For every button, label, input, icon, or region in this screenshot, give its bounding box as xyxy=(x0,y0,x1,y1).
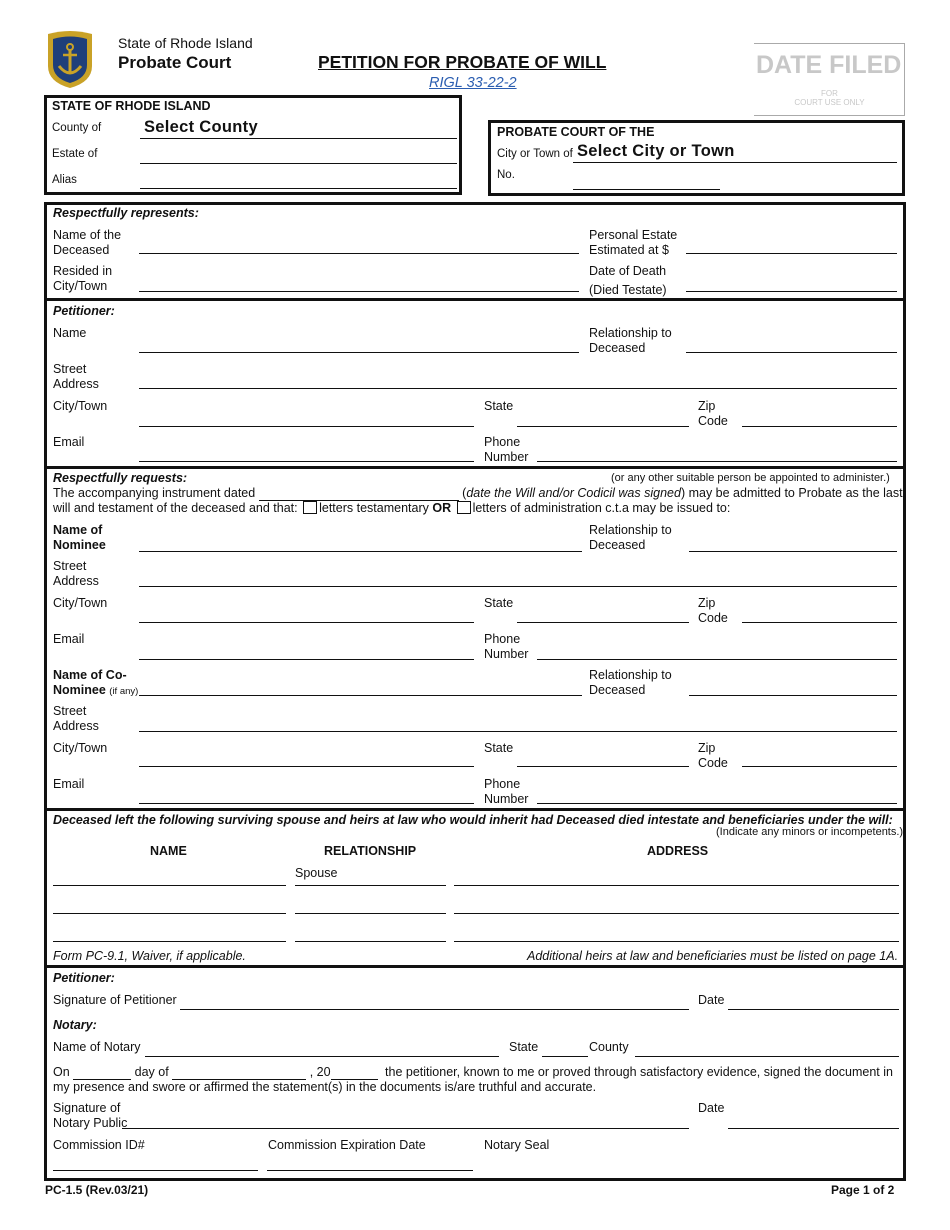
nominee-name-input[interactable] xyxy=(139,551,582,552)
heir-2-name-input[interactable] xyxy=(53,913,286,914)
commission-id-label: Commission ID# xyxy=(53,1138,145,1152)
conominee-street-label-1: Street xyxy=(53,704,87,718)
alias-input[interactable] xyxy=(140,188,457,189)
heir-2-address-input[interactable] xyxy=(454,913,899,914)
petitioner-city-input[interactable] xyxy=(139,426,474,427)
signature-petitioner-heading: Petitioner: xyxy=(53,971,115,985)
conominee-name-label-2: Nominee (if any) xyxy=(53,683,139,697)
county-select[interactable]: Select County xyxy=(144,118,258,136)
conominee-rel-input[interactable] xyxy=(689,695,897,696)
nominee-phone-label-1: Phone xyxy=(484,632,521,646)
personal-estate-input[interactable] xyxy=(686,253,897,254)
notary-county-input[interactable] xyxy=(635,1056,899,1057)
notary-seal-label: Notary Seal xyxy=(484,1138,550,1152)
petitioner-name-label: Name xyxy=(53,326,87,340)
notary-state-label: State xyxy=(509,1040,539,1054)
nominee-zip-input[interactable] xyxy=(742,622,897,623)
deceased-name-label-1: Name of the xyxy=(53,228,122,242)
conominee-rel-label-2: Deceased xyxy=(589,683,646,697)
heirs-col-address: ADDRESS xyxy=(647,844,709,858)
conominee-zip-label-2: Code xyxy=(698,756,728,770)
heir-3-name-input[interactable] xyxy=(53,941,286,942)
deceased-name-label-2: Deceased xyxy=(53,243,110,257)
notary-date-input[interactable] xyxy=(728,1128,899,1129)
heirs-col-relationship: RELATIONSHIP xyxy=(324,844,417,858)
conominee-email-label: Email xyxy=(53,777,85,791)
nominee-state-label: State xyxy=(484,596,514,610)
conominee-city-input[interactable] xyxy=(139,766,474,767)
probate-court-title: PROBATE COURT OF THE xyxy=(497,125,655,139)
petitioner-rel-label-1: Relationship to xyxy=(589,326,672,340)
commission-id-input[interactable] xyxy=(53,1170,258,1171)
estate-input[interactable] xyxy=(140,163,457,164)
conominee-rel-label-1: Relationship to xyxy=(589,668,672,682)
statute-link[interactable]: RIGL 33-22-2 xyxy=(429,75,517,91)
requests-heading: Respectfully requests: xyxy=(53,471,188,485)
conominee-phone-label-2: Number xyxy=(484,792,529,806)
petitioner-street-label-1: Street xyxy=(53,362,87,376)
conominee-city-label: City/Town xyxy=(53,741,108,755)
court-use-line-1: FOR xyxy=(821,89,838,98)
heir-1-name-input[interactable] xyxy=(53,885,286,886)
nominee-name-label-1: Name of xyxy=(53,523,103,537)
nominee-email-label: Email xyxy=(53,632,85,646)
resided-input[interactable] xyxy=(139,291,579,292)
nominee-state-input[interactable] xyxy=(517,622,689,623)
page-title: PETITION FOR PROBATE OF WILL xyxy=(318,52,607,72)
nominee-name-label-2: Nominee xyxy=(53,538,106,552)
petitioner-zip-label-2: Code xyxy=(698,414,728,428)
ack-month-input[interactable] xyxy=(172,1068,306,1080)
heirs-col-name: NAME xyxy=(150,844,187,858)
date-of-death-label-2: (Died Testate) xyxy=(589,283,667,297)
alias-label: Alias xyxy=(52,174,77,186)
requests-text-line-1: The accompanying instrument dated (date the Will and/or Codicil was signed) may be admitted to Probate as the last xyxy=(53,486,903,500)
nominee-rel-label-2: Deceased xyxy=(589,538,646,552)
city-town-label: City or Town of xyxy=(497,148,573,160)
nominee-phone-input[interactable] xyxy=(537,659,897,660)
state-box-title: STATE OF RHODE ISLAND xyxy=(52,99,211,113)
nominee-street-input[interactable] xyxy=(139,586,897,587)
additional-heirs-note: Additional heirs at law and beneficiaries must be listed on page 1A. xyxy=(527,949,899,963)
personal-estate-label-2: Estimated at $ xyxy=(589,243,669,257)
petitioner-date-label: Date xyxy=(698,993,725,1007)
requests-note: (or any other suitable person be appointed to administer.) xyxy=(611,472,890,484)
county-label: County of xyxy=(52,122,102,134)
nominee-email-input[interactable] xyxy=(139,659,474,660)
petitioner-street-input[interactable] xyxy=(139,388,897,389)
notary-heading: Notary: xyxy=(53,1018,97,1032)
date-of-death-label-1: Date of Death xyxy=(589,264,667,278)
petitioner-signature-input[interactable] xyxy=(180,1009,689,1010)
nominee-phone-label-2: Number xyxy=(484,647,529,661)
petitioner-state-input[interactable] xyxy=(517,426,689,427)
notary-signature-label-2: Notary Public xyxy=(53,1116,128,1130)
petitioner-rel-input[interactable] xyxy=(686,352,897,353)
personal-estate-label-1: Personal Estate xyxy=(589,228,678,242)
heir-3-address-input[interactable] xyxy=(454,941,899,942)
estate-label: Estate of xyxy=(52,148,98,160)
resided-label-1: Resided in xyxy=(53,264,113,278)
state-name: State of Rhode Island xyxy=(118,35,253,51)
heirs-spouse-label: Spouse xyxy=(295,866,338,880)
represents-heading: Respectfully represents: xyxy=(53,206,199,220)
conominee-name-input[interactable] xyxy=(139,695,582,696)
form-id: PC-1.5 (Rev.03/21) xyxy=(45,1183,149,1197)
nominee-zip-label-1: Zip xyxy=(698,596,716,610)
notary-signature-input[interactable] xyxy=(122,1128,689,1129)
commission-exp-label: Commission Expiration Date xyxy=(268,1138,426,1152)
notary-state-input[interactable] xyxy=(542,1056,588,1057)
conominee-phone-input[interactable] xyxy=(537,803,897,804)
heir-2-rel-input[interactable] xyxy=(295,913,446,914)
heir-1-rel-input[interactable] xyxy=(295,885,446,886)
petitioner-zip-label-1: Zip xyxy=(698,399,716,413)
nominee-street-label-2: Address xyxy=(53,574,99,588)
ack-day-input[interactable] xyxy=(73,1068,131,1080)
court-name: Probate Court xyxy=(118,53,232,72)
heirs-heading: Deceased left the following surviving spouse and heirs at law who would inherit had Deceased died intestate and beneficiaries under the will: xyxy=(53,813,893,827)
petitioner-name-input[interactable] xyxy=(139,352,579,353)
requests-text-line-2: will and testament of the deceased and that: letters testamentary OR letters of administration c.t.a may be issued to: xyxy=(53,501,731,515)
acknowledgment-line-1: On day of , 20 the petitioner, known to me or proved through satisfactory evidence, signed the document in xyxy=(53,1065,893,1079)
conominee-name-label-1: Name of Co- xyxy=(53,668,127,682)
petitioner-signature-label: Signature of Petitioner xyxy=(53,993,177,1007)
heir-1-address-input[interactable] xyxy=(454,885,899,886)
nominee-rel-input[interactable] xyxy=(689,551,897,552)
page-number: Page 1 of 2 xyxy=(831,1183,895,1197)
petitioner-phone-input[interactable] xyxy=(537,461,897,462)
city-town-select[interactable]: Select City or Town xyxy=(577,142,735,160)
notary-date-label: Date xyxy=(698,1101,725,1115)
notary-signature-label-1: Signature of xyxy=(53,1101,121,1115)
petitioner-phone-label-2: Number xyxy=(484,450,529,464)
date-filed-label: DATE FILED xyxy=(756,51,902,79)
rhode-island-seal-icon xyxy=(44,30,96,90)
petitioner-heading: Petitioner: xyxy=(53,304,115,318)
ack-year-input[interactable] xyxy=(331,1068,378,1080)
petitioner-street-label-2: Address xyxy=(53,377,99,391)
case-no-input[interactable] xyxy=(573,189,720,190)
conominee-state-label: State xyxy=(484,741,514,755)
conominee-street-label-2: Address xyxy=(53,719,99,733)
deceased-name-input[interactable] xyxy=(139,253,579,254)
notary-name-input[interactable] xyxy=(145,1056,499,1057)
nominee-city-label: City/Town xyxy=(53,596,108,610)
conominee-email-input[interactable] xyxy=(139,803,474,804)
nominee-city-input[interactable] xyxy=(139,622,474,623)
heir-3-rel-input[interactable] xyxy=(295,941,446,942)
conominee-street-input[interactable] xyxy=(139,731,897,732)
commission-exp-input[interactable] xyxy=(267,1170,473,1171)
court-use-line-2: COURT USE ONLY xyxy=(794,98,865,107)
petitioner-phone-label-1: Phone xyxy=(484,435,521,449)
notary-name-label: Name of Notary xyxy=(53,1040,141,1054)
petitioner-rel-label-2: Deceased xyxy=(589,341,646,355)
petitioner-zip-input[interactable] xyxy=(742,426,897,427)
notary-county-label: County xyxy=(589,1040,629,1054)
conominee-phone-label-1: Phone xyxy=(484,777,521,791)
date-of-death-input[interactable] xyxy=(686,291,897,292)
heirs-minors-note: (Indicate any minors or incompetents.) xyxy=(716,826,904,838)
instrument-date-input[interactable] xyxy=(259,489,459,501)
petitioner-city-label: City/Town xyxy=(53,399,108,413)
waiver-note: Form PC-9.1, Waiver, if applicable. xyxy=(53,949,246,963)
petitioner-date-input[interactable] xyxy=(728,1009,899,1010)
conominee-zip-label-1: Zip xyxy=(698,741,716,755)
conominee-state-input[interactable] xyxy=(517,766,689,767)
resided-label-2: City/Town xyxy=(53,279,108,293)
conominee-zip-input[interactable] xyxy=(742,766,897,767)
nominee-rel-label-1: Relationship to xyxy=(589,523,672,537)
case-no-label: No. xyxy=(497,169,515,181)
petitioner-email-input[interactable] xyxy=(139,461,474,462)
petitioner-email-label: Email xyxy=(53,435,85,449)
nominee-street-label-1: Street xyxy=(53,559,87,573)
main-form-box xyxy=(44,202,906,1181)
acknowledgment-line-2: my presence and swore or affirmed the statement(s) in the documents is/are truthful and accurate. xyxy=(53,1080,597,1094)
nominee-zip-label-2: Code xyxy=(698,611,728,625)
petitioner-state-label: State xyxy=(484,399,514,413)
letters-testamentary-checkbox[interactable] xyxy=(303,501,317,514)
letters-administration-checkbox[interactable] xyxy=(457,501,471,514)
